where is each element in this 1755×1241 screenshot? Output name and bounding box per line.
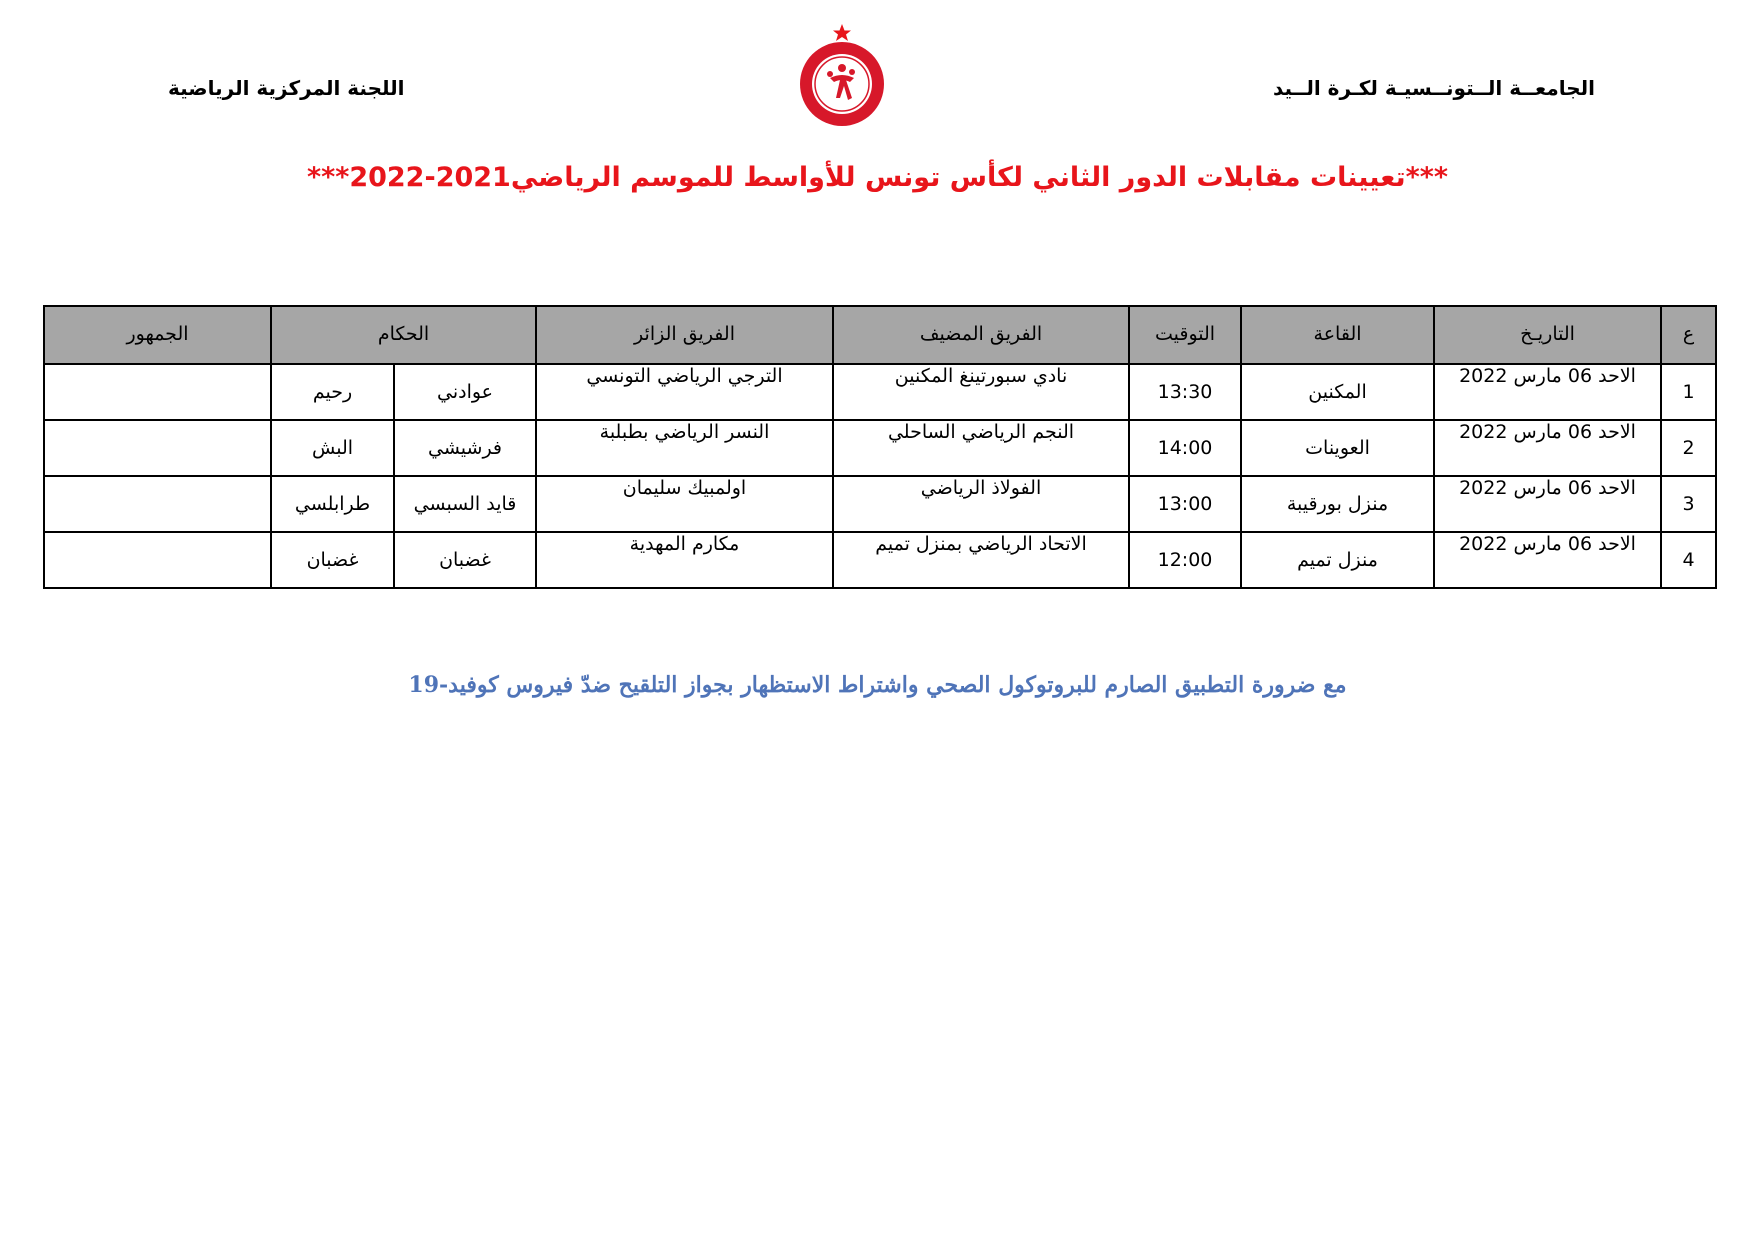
schedule-table bbox=[43, 305, 1717, 589]
cell-hall: العوينات bbox=[1241, 420, 1434, 476]
cell-num: 4 bbox=[1661, 532, 1716, 588]
cell-date: الاحد 06 مارس 2022 bbox=[1434, 364, 1661, 420]
cell-hall: منزل بورقيبة bbox=[1241, 476, 1434, 532]
cell-referee-2: غضبان bbox=[271, 532, 394, 588]
federation-name: الجامعــة الــتونــسيـة لكـرة الــيد bbox=[1272, 76, 1595, 100]
cell-num: 2 bbox=[1661, 420, 1716, 476]
cell-audience bbox=[44, 364, 271, 420]
cell-home: النجم الرياضي الساحلي bbox=[833, 420, 1129, 476]
cell-away: الترجي الرياضي التونسي bbox=[536, 364, 833, 420]
table-row bbox=[44, 364, 1716, 420]
cell-time: 13:30 bbox=[1129, 364, 1241, 420]
page-title: ***تعيينات مقابلات الدور الثاني لكأس تونس للأواسط للموسم الرياضي2021-2022*** bbox=[306, 162, 1449, 193]
cell-referee-1: عوادني bbox=[394, 364, 536, 420]
cell-date: الاحد 06 مارس 2022 bbox=[1434, 532, 1661, 588]
cell-time: 14:00 bbox=[1129, 420, 1241, 476]
star-icon bbox=[833, 24, 851, 41]
federation-logo bbox=[790, 22, 894, 128]
cell-num: 3 bbox=[1661, 476, 1716, 532]
cell-referee-2: رحيم bbox=[271, 364, 394, 420]
cell-num: 1 bbox=[1661, 364, 1716, 420]
cell-home: الفولاذ الرياضي bbox=[833, 476, 1129, 532]
cell-referee-2: طرابلسي bbox=[271, 476, 394, 532]
committee-name: اللجنة المركزية الرياضية bbox=[168, 76, 405, 100]
cell-hall: منزل تميم bbox=[1241, 532, 1434, 588]
cell-referee-1: غضبان bbox=[394, 532, 536, 588]
cell-date: الاحد 06 مارس 2022 bbox=[1434, 420, 1661, 476]
cell-referee-1: فرشيشي bbox=[394, 420, 536, 476]
cell-away: اولمبيك سليمان bbox=[536, 476, 833, 532]
cell-audience bbox=[44, 532, 271, 588]
table-row bbox=[44, 476, 1716, 532]
cell-away: مكارم المهدية bbox=[536, 532, 833, 588]
cell-audience bbox=[44, 476, 271, 532]
table-row bbox=[44, 420, 1716, 476]
cell-date: الاحد 06 مارس 2022 bbox=[1434, 476, 1661, 532]
table-header-row bbox=[44, 306, 1716, 364]
col-header-audience: الجمهور bbox=[44, 306, 271, 364]
table-row bbox=[44, 532, 1716, 588]
cell-audience bbox=[44, 420, 271, 476]
col-header-date: التاريـخ bbox=[1434, 306, 1661, 364]
col-header-hall: القاعة bbox=[1241, 306, 1434, 364]
col-header-referees: الحكام bbox=[271, 306, 536, 364]
cell-away: النسر الرياضي بطبلبة bbox=[536, 420, 833, 476]
col-header-time: التوقيت bbox=[1129, 306, 1241, 364]
handball-player-icon bbox=[838, 64, 846, 72]
cell-home: الاتحاد الرياضي بمنزل تميم bbox=[833, 532, 1129, 588]
col-header-num: ع bbox=[1661, 306, 1716, 364]
cell-referee-2: البش bbox=[271, 420, 394, 476]
health-protocol-note: مع ضرورة التطبيق الصارم للبروتوكول الصحي واشتراط الاستظهار بجواز التلقيح ضدّ فيروس كوفيد-19 bbox=[408, 672, 1347, 698]
cell-time: 12:00 bbox=[1129, 532, 1241, 588]
cell-time: 13:00 bbox=[1129, 476, 1241, 532]
cell-home: نادي سبورتينغ المكنين bbox=[833, 364, 1129, 420]
cell-referee-1: قايد السبسي bbox=[394, 476, 536, 532]
col-header-away: الفريق الزائر bbox=[536, 306, 833, 364]
col-header-home: الفريق المضيف bbox=[833, 306, 1129, 364]
cell-hall: المكنين bbox=[1241, 364, 1434, 420]
